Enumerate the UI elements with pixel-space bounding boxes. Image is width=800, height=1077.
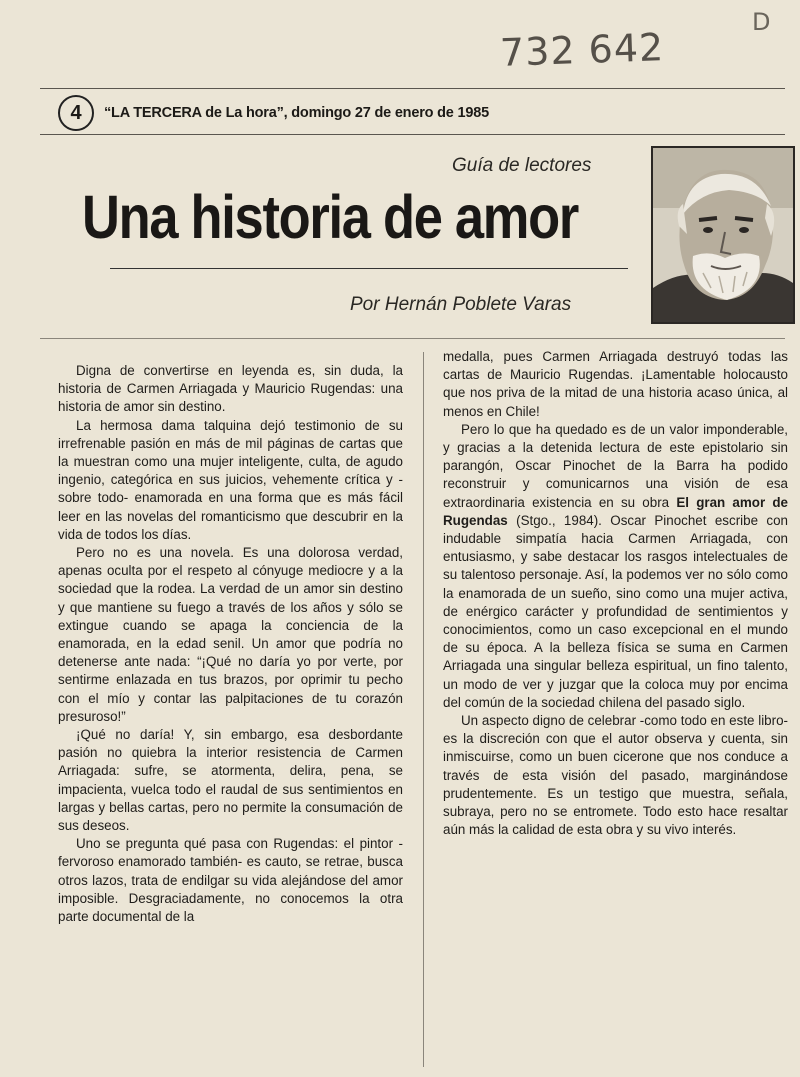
paragraph: Pero no es una novela. Es una dolorosa verdad, apenas oculta por el respeto al cónyuge mediocre y a la sociedad que la rodea. La verdad de un amor sin destino y que mantiene su fuego a través de los años y sólo se extingue cuando se apaga la conciencia de la enamorada, en la edad senil. Un amor que podría no detenerse ante nada: “¡Qué no daría yo por verte, por sentirme enlazada en tus brazos, por oprimir tu pecho con el mío y contar las palpitaciones de tu corazón presuroso!” xyxy=(58,545,403,724)
article-title: Una historia de amor xyxy=(82,183,579,251)
paragraph: La hermosa dama talquina dejó testimonio de su irrefrenable pasión en más de mil páginas de cartas que la muestran como una mujer inteligente, culta, de agudo ingenio, categórica en sus juicios, vehemente crítica y -sobre todo- enamorada en una forma que es más fácil leer en las novelas del romanticismo que descubrir en la vida de todos los días. xyxy=(58,417,403,542)
paragraph: Un aspecto digno de celebrar -como todo en este libro- es la discreción con que el autor observa y cuenta, sin inmiscuirse, como un buen cicerone que nos conduce a través de esta visión del pasado, marginándose prudentemente. Es un testigo que muestra, señala, subraya, pero no se entromete. Todo esto hace resaltar aún más la calidad de esta obra y su vivo interés. xyxy=(443,713,788,838)
head-rule xyxy=(40,338,785,339)
header-publication-date: “LA TERCERA de La hora”, domingo 27 de enero de 1985 xyxy=(104,105,489,121)
corner-mark: D xyxy=(752,8,771,36)
page-number: 4 xyxy=(58,95,94,131)
paragraph xyxy=(443,421,788,712)
article-column-right xyxy=(443,348,788,839)
paragraph: medalla, pues Carmen Arriagada destruyó todas las cartas de Mauricio Rugendas. ¡Lamentable holocausto que nos priva de la mitad de una historia acaso única, al menos en Chile! xyxy=(443,349,788,419)
author-portrait-icon xyxy=(651,146,795,324)
paragraph: Digna de convertirse en leyenda es, sin duda, la historia de Carmen Arriagada y Mauricio Rugendas: una historia de amor sin destino. xyxy=(58,363,403,415)
paragraph-text: Pero lo que ha quedado es de un valor imponderable, y gracias a la detenida lectura de este epistolario sin parangón, Oscar Pinochet de la Barra ha podido reconstruir y comunicarnos una visión de esa extraordinaria existencia en su obra xyxy=(443,421,788,510)
paragraph: ¡Qué no daría! Y, sin embargo, esa desbordante pasión no quiebra la interior resistencia de Carmen Arriagada: sufre, se atormenta, delira, pena, se impacienta, vuelca todo el raudal de sus sentimientos en largas y bellas cartas, pero no permite la consumación de sus deseos. xyxy=(58,727,403,834)
paragraph-text: (Stgo., 1984). Oscar Pinochet escribe con indudable simpatía hacia Carmen Arriagada, con entusiasmo, y sabe destacar los rasgos intelectuales de su talentoso personaje. Así, la podemos ver no sólo como la enamorada de un sueño, sino como una mujer activa, de enérgico carácter y profundidad de sentimientos y conocimientos, como un caso excepcional en el mundo de su época. A la belleza física se suma en Carmen Arriagada una singular belleza espiritual, un fino talento, un modo de ver y juzgar que la coloca muy por encima del común de la sociedad chilena del pasado siglo. xyxy=(443,512,788,710)
author-portrait-illustration xyxy=(653,148,793,322)
title-rule xyxy=(110,268,628,269)
header-rule xyxy=(40,134,785,135)
article-column-left xyxy=(58,362,403,926)
handwritten-reference: 732 642 xyxy=(499,25,665,75)
book-title: El gran amor de Rugendas xyxy=(443,494,789,528)
top-rule xyxy=(40,88,785,89)
section-label: Guía de lectores xyxy=(452,155,592,176)
article-byline: Por Hernán Poblete Varas xyxy=(350,294,572,315)
page-header xyxy=(58,95,489,131)
column-divider xyxy=(423,352,424,1067)
paragraph: Uno se pregunta qué pasa con Rugendas: el pintor -fervoroso enamorado también- es cauto, se retrae, busca otros lazos, trata de endilgar su vida alejándose del amor imposible. Desgraciadamente, no conocemos la otra parte documental de la xyxy=(58,836,403,925)
